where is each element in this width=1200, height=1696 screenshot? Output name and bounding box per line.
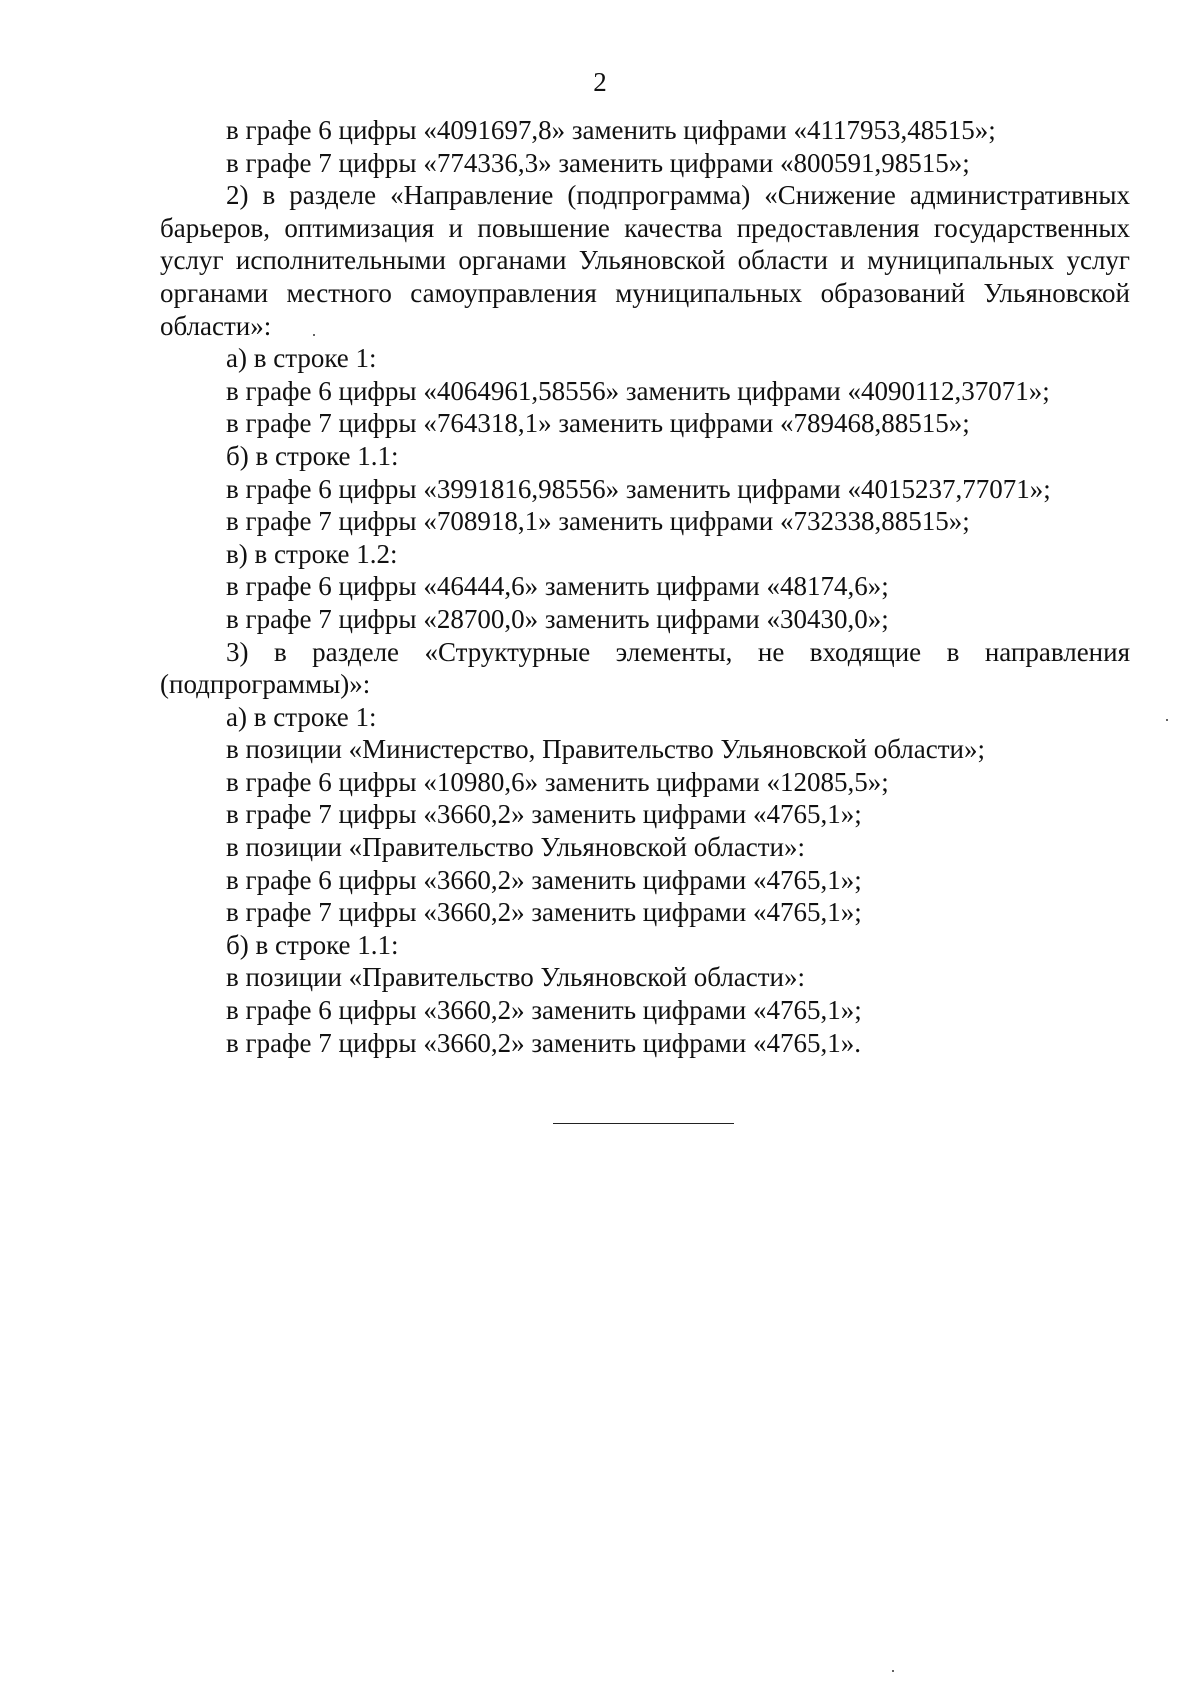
scan-speck bbox=[1166, 719, 1168, 721]
text-line: в графе 7 цифры «28700,0» заменить цифрами «30430,0»; bbox=[226, 603, 889, 634]
text-line: в графе 6 цифры «3660,2» заменить цифрами «4765,1»; bbox=[226, 864, 862, 895]
text-line: в позиции «Министерство, Правительство Ульяновской области»; bbox=[226, 734, 985, 765]
scan-speck bbox=[892, 1670, 894, 1672]
text-line: а) в строке 1: bbox=[226, 701, 377, 732]
end-rule bbox=[553, 1123, 734, 1124]
text-line: в графе 7 цифры «708918,1» заменить цифрами «732338,88515»; bbox=[226, 506, 970, 537]
text-line: в графе 6 цифры «3660,2» заменить цифрами «4765,1»; bbox=[226, 995, 862, 1026]
text-paragraph: 2) в разделе «Направление (подпрограмма) «Снижение административных барьеров, оптимизация и повышение качества предоставления государственных услуг исполнительными органами Ульяновской области и муниципальных услуг органами местного самоуправления муниципальных образований Ульяновской области»: bbox=[160, 180, 1130, 341]
text-line: в позиции «Правительство Ульяновской области»: bbox=[226, 832, 806, 863]
text-line: в графе 7 цифры «3660,2» заменить цифрами «4765,1»; bbox=[226, 897, 862, 928]
text-line: в графе 6 цифры «10980,6» заменить цифрами «12085,5»; bbox=[226, 766, 889, 797]
text-line: в графе 7 цифры «764318,1» заменить цифрами «789468,88515»; bbox=[226, 408, 970, 439]
text-line: в графе 6 цифры «4064961,58556» заменить цифрами «4090112,37071»; bbox=[226, 375, 1050, 406]
text-line: в позиции «Правительство Ульяновской области»: bbox=[226, 962, 806, 993]
document-body bbox=[160, 114, 1130, 1059]
text-line: в графе 6 цифры «3991816,98556» заменить цифрами «4015237,77071»; bbox=[226, 473, 1051, 504]
text-line: б) в строке 1.1: bbox=[226, 929, 399, 960]
page-number: 2 bbox=[593, 67, 607, 97]
text-line: в графе 6 цифры «4091697,8» заменить цифрами «4117953,48515»; bbox=[226, 115, 996, 145]
text-line: в) в строке 1.2: bbox=[226, 538, 398, 569]
text-line: в графе 7 цифры «3660,2» заменить цифрами «4765,1»; bbox=[226, 799, 862, 830]
text-line: в графе 7 цифры «774336,3» заменить цифрами «800591,98515»; bbox=[226, 147, 970, 178]
text-paragraph: 3) в разделе «Структурные элементы, не входящие в направления (подпрограммы)»: bbox=[160, 636, 1130, 700]
text-line: в графе 6 цифры «46444,6» заменить цифрами «48174,6»; bbox=[226, 571, 889, 602]
text-line: а) в строке 1: bbox=[226, 343, 377, 374]
scan-speck bbox=[313, 334, 315, 336]
text-line: б) в строке 1.1: bbox=[226, 440, 399, 471]
text-line: в графе 7 цифры «3660,2» заменить цифрами «4765,1». bbox=[226, 1027, 861, 1058]
